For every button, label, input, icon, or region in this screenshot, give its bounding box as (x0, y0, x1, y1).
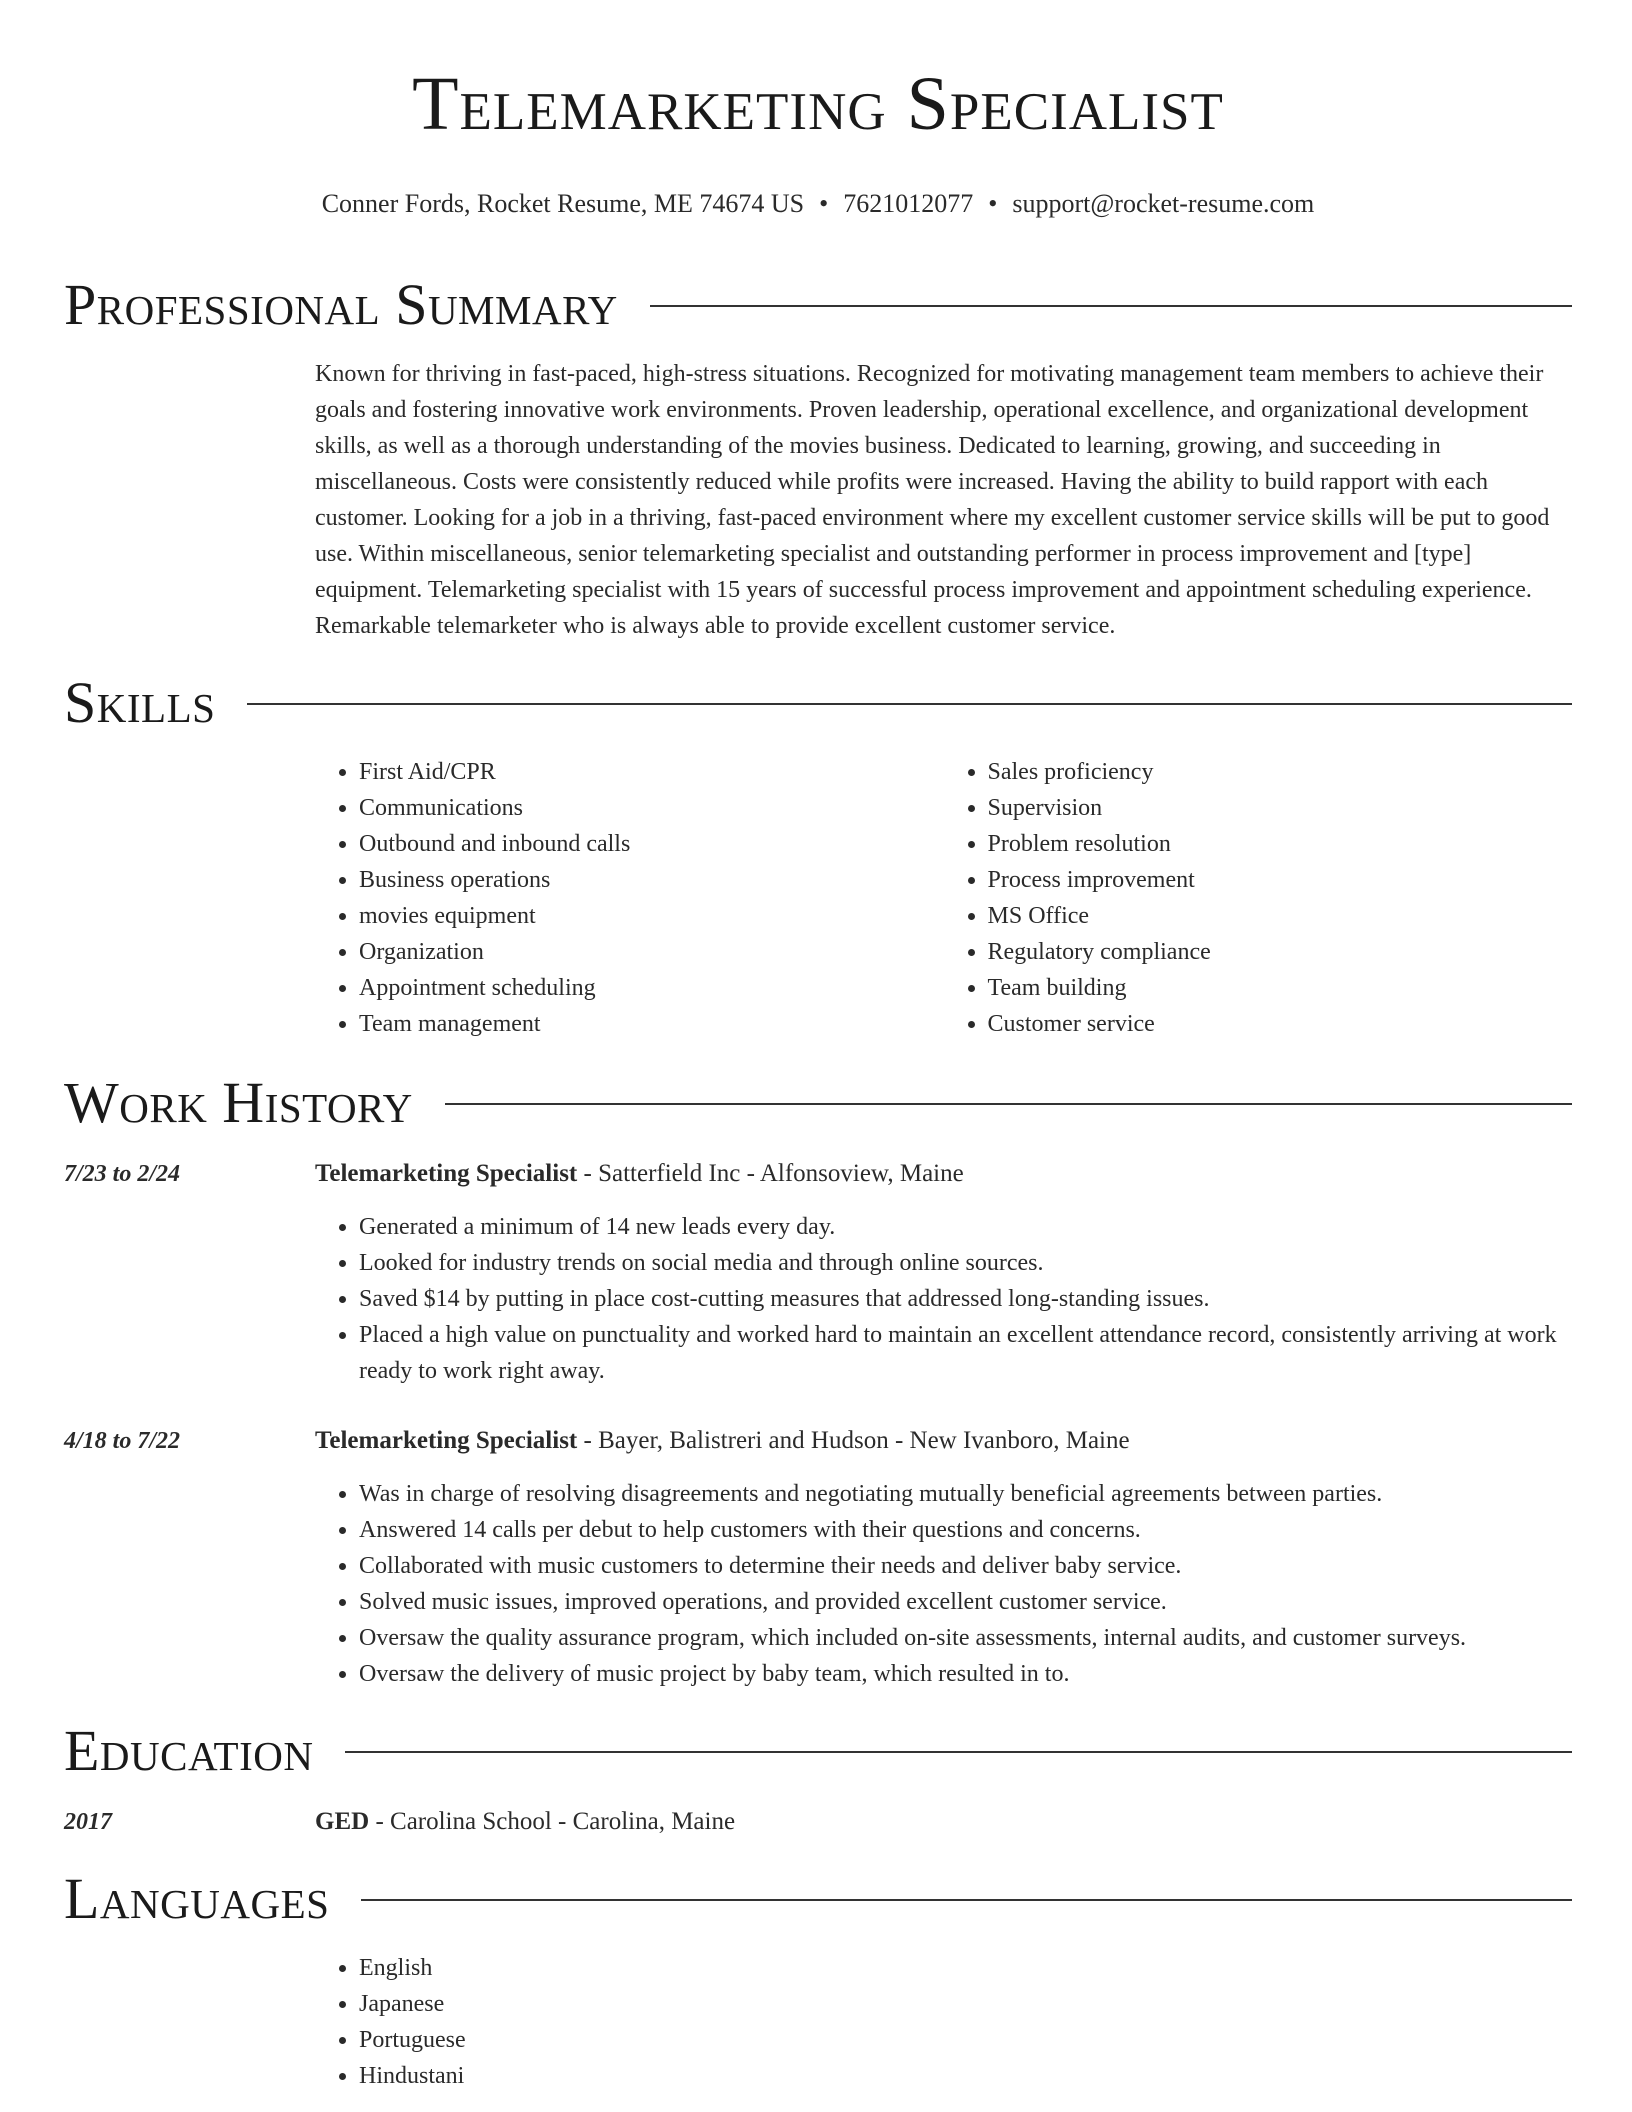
skills-list-left (315, 754, 944, 1042)
section-divider (445, 1103, 1572, 1105)
skill-item: • Communications (359, 790, 944, 826)
job-bullets (315, 1209, 1572, 1389)
education-entry (64, 1804, 1572, 1840)
summary-text: Known for thriving in fast-paced, high-stress situations. Recognized for motivating management team members to achieve their goals and fostering innovative work environments. Proven leadership, operational excellence, and organizational development skills, as well as a thorough understanding of the movies business. Dedicated to learning, growing, and succeeding in miscellaneous. Costs were consistently reduced while profits were increased. Having the ability to build rapport with each customer. Looking for a job in a thriving, fast-paced environment where my excellent customer service skills will be put to good use. Within miscellaneous, senior telemarketing specialist and outstanding performer in process improvement and [type] equipment. Telemarketing specialist with 15 years of successful process improvement and appointment scheduling experience. Remarkable telemarketer who is always able to provide excellent customer service. (315, 361, 1550, 639)
skill-item: • Organization (359, 934, 944, 970)
summary-header (64, 270, 1572, 340)
summary-title: Professional Summary (64, 272, 618, 337)
language-item: • Portuguese (359, 2022, 1572, 2058)
skill-item: • movies equipment (359, 898, 944, 934)
skills-grid (315, 754, 1572, 1042)
job-bullet: • Solved music issues, improved operations, and provided excellent customer service. (359, 1584, 1572, 1620)
summary-section (64, 270, 1572, 644)
language-item: • English (359, 1950, 1572, 1986)
work-history-section (64, 1068, 1572, 1716)
job-bullet: • Generated a minimum of 14 new leads every day. (359, 1209, 1572, 1245)
skill-item: • Business operations (359, 862, 944, 898)
job-bullet: • Answered 14 calls per debut to help customers with their questions and concerns. (359, 1512, 1572, 1548)
skill-item: • Outbound and inbound calls (359, 826, 944, 862)
languages-list (315, 1950, 1572, 2094)
education-header (64, 1716, 1572, 1786)
job-bullets (315, 1476, 1572, 1692)
job-bullet: • Placed a high value on punctuality and worked hard to maintain an excellent attendance record, consistently arriving at work ready to work right away. (359, 1317, 1572, 1389)
contact-line (64, 188, 1572, 220)
contact-email: support@rocket-resume.com (1012, 189, 1315, 218)
resume-name: Telemarketing Specialist (412, 62, 1224, 146)
job-bullet: • Oversaw the delivery of music project by baby team, which resulted in to. (359, 1656, 1572, 1692)
job-title: Telemarketing Specialist (315, 1427, 578, 1454)
skill-item: • Appointment scheduling (359, 970, 944, 1006)
job-detail (315, 1156, 1572, 1389)
contact-separator: • (819, 189, 829, 218)
skills-section (64, 668, 1572, 1042)
education-year: 2017 (64, 1809, 112, 1835)
job-bullet: • Saved $14 by putting in place cost-cutting measures that addressed long-standing issues. (359, 1281, 1572, 1317)
skill-item: • Problem resolution (988, 826, 1573, 862)
skill-item: • Team building (988, 970, 1573, 1006)
job-title: Telemarketing Specialist (315, 1160, 578, 1187)
contact-address: Conner Fords, Rocket Resume, ME 74674 US (321, 189, 805, 218)
work-history-header (64, 1068, 1572, 1138)
skill-item: • Process improvement (988, 862, 1573, 898)
skills-header (64, 668, 1572, 738)
section-divider (345, 1751, 1572, 1753)
skills-title: Skills (64, 670, 216, 735)
job-entry (64, 1423, 1572, 1692)
job-employer: - Bayer, Balistreri and Hudson - New Ivanboro, Maine (577, 1427, 1130, 1454)
skill-item: • MS Office (988, 898, 1573, 934)
languages-section (64, 1864, 1572, 2094)
job-dates: 7/23 to 2/24 (64, 1161, 181, 1187)
job-entry (64, 1156, 1572, 1389)
languages-title: Languages (64, 1866, 330, 1931)
job-bullet: • Was in charge of resolving disagreements and negotiating mutually beneficial agreements between parties. (359, 1476, 1572, 1512)
education-heading (315, 1804, 735, 1840)
language-item: • Japanese (359, 1986, 1572, 2022)
skill-item: • Regulatory compliance (988, 934, 1573, 970)
skill-item: • Supervision (988, 790, 1573, 826)
section-divider (361, 1899, 1572, 1901)
education-degree: GED (315, 1808, 370, 1835)
job-bullet: • Oversaw the quality assurance program, which included on-site assessments, internal audits, and customer surveys. (359, 1620, 1572, 1656)
job-bullet: • Collaborated with music customers to determine their needs and deliver baby service. (359, 1548, 1572, 1584)
section-divider (650, 305, 1572, 307)
education-section (64, 1716, 1572, 1840)
education-title: Education (64, 1718, 314, 1783)
job-employer: - Satterfield Inc - Alfonsoview, Maine (577, 1160, 964, 1187)
languages-header (64, 1864, 1572, 1934)
skills-list-right (944, 754, 1573, 1042)
section-divider (247, 703, 1572, 705)
skill-item: • First Aid/CPR (359, 754, 944, 790)
contact-phone: 7621012077 (843, 189, 974, 218)
job-heading (315, 1156, 1572, 1192)
job-dates: 4/18 to 7/22 (64, 1428, 181, 1454)
work-history-title: Work History (64, 1070, 413, 1135)
language-item: • Hindustani (359, 2058, 1572, 2094)
skill-item: • Customer service (988, 1006, 1573, 1042)
skill-item: • Sales proficiency (988, 754, 1573, 790)
education-school: - Carolina School - Carolina, Maine (369, 1808, 736, 1835)
job-bullet: • Looked for industry trends on social media and through online sources. (359, 1245, 1572, 1281)
job-heading (315, 1423, 1572, 1459)
contact-separator: • (988, 189, 998, 218)
skill-item: • Team management (359, 1006, 944, 1042)
job-detail (315, 1423, 1572, 1692)
